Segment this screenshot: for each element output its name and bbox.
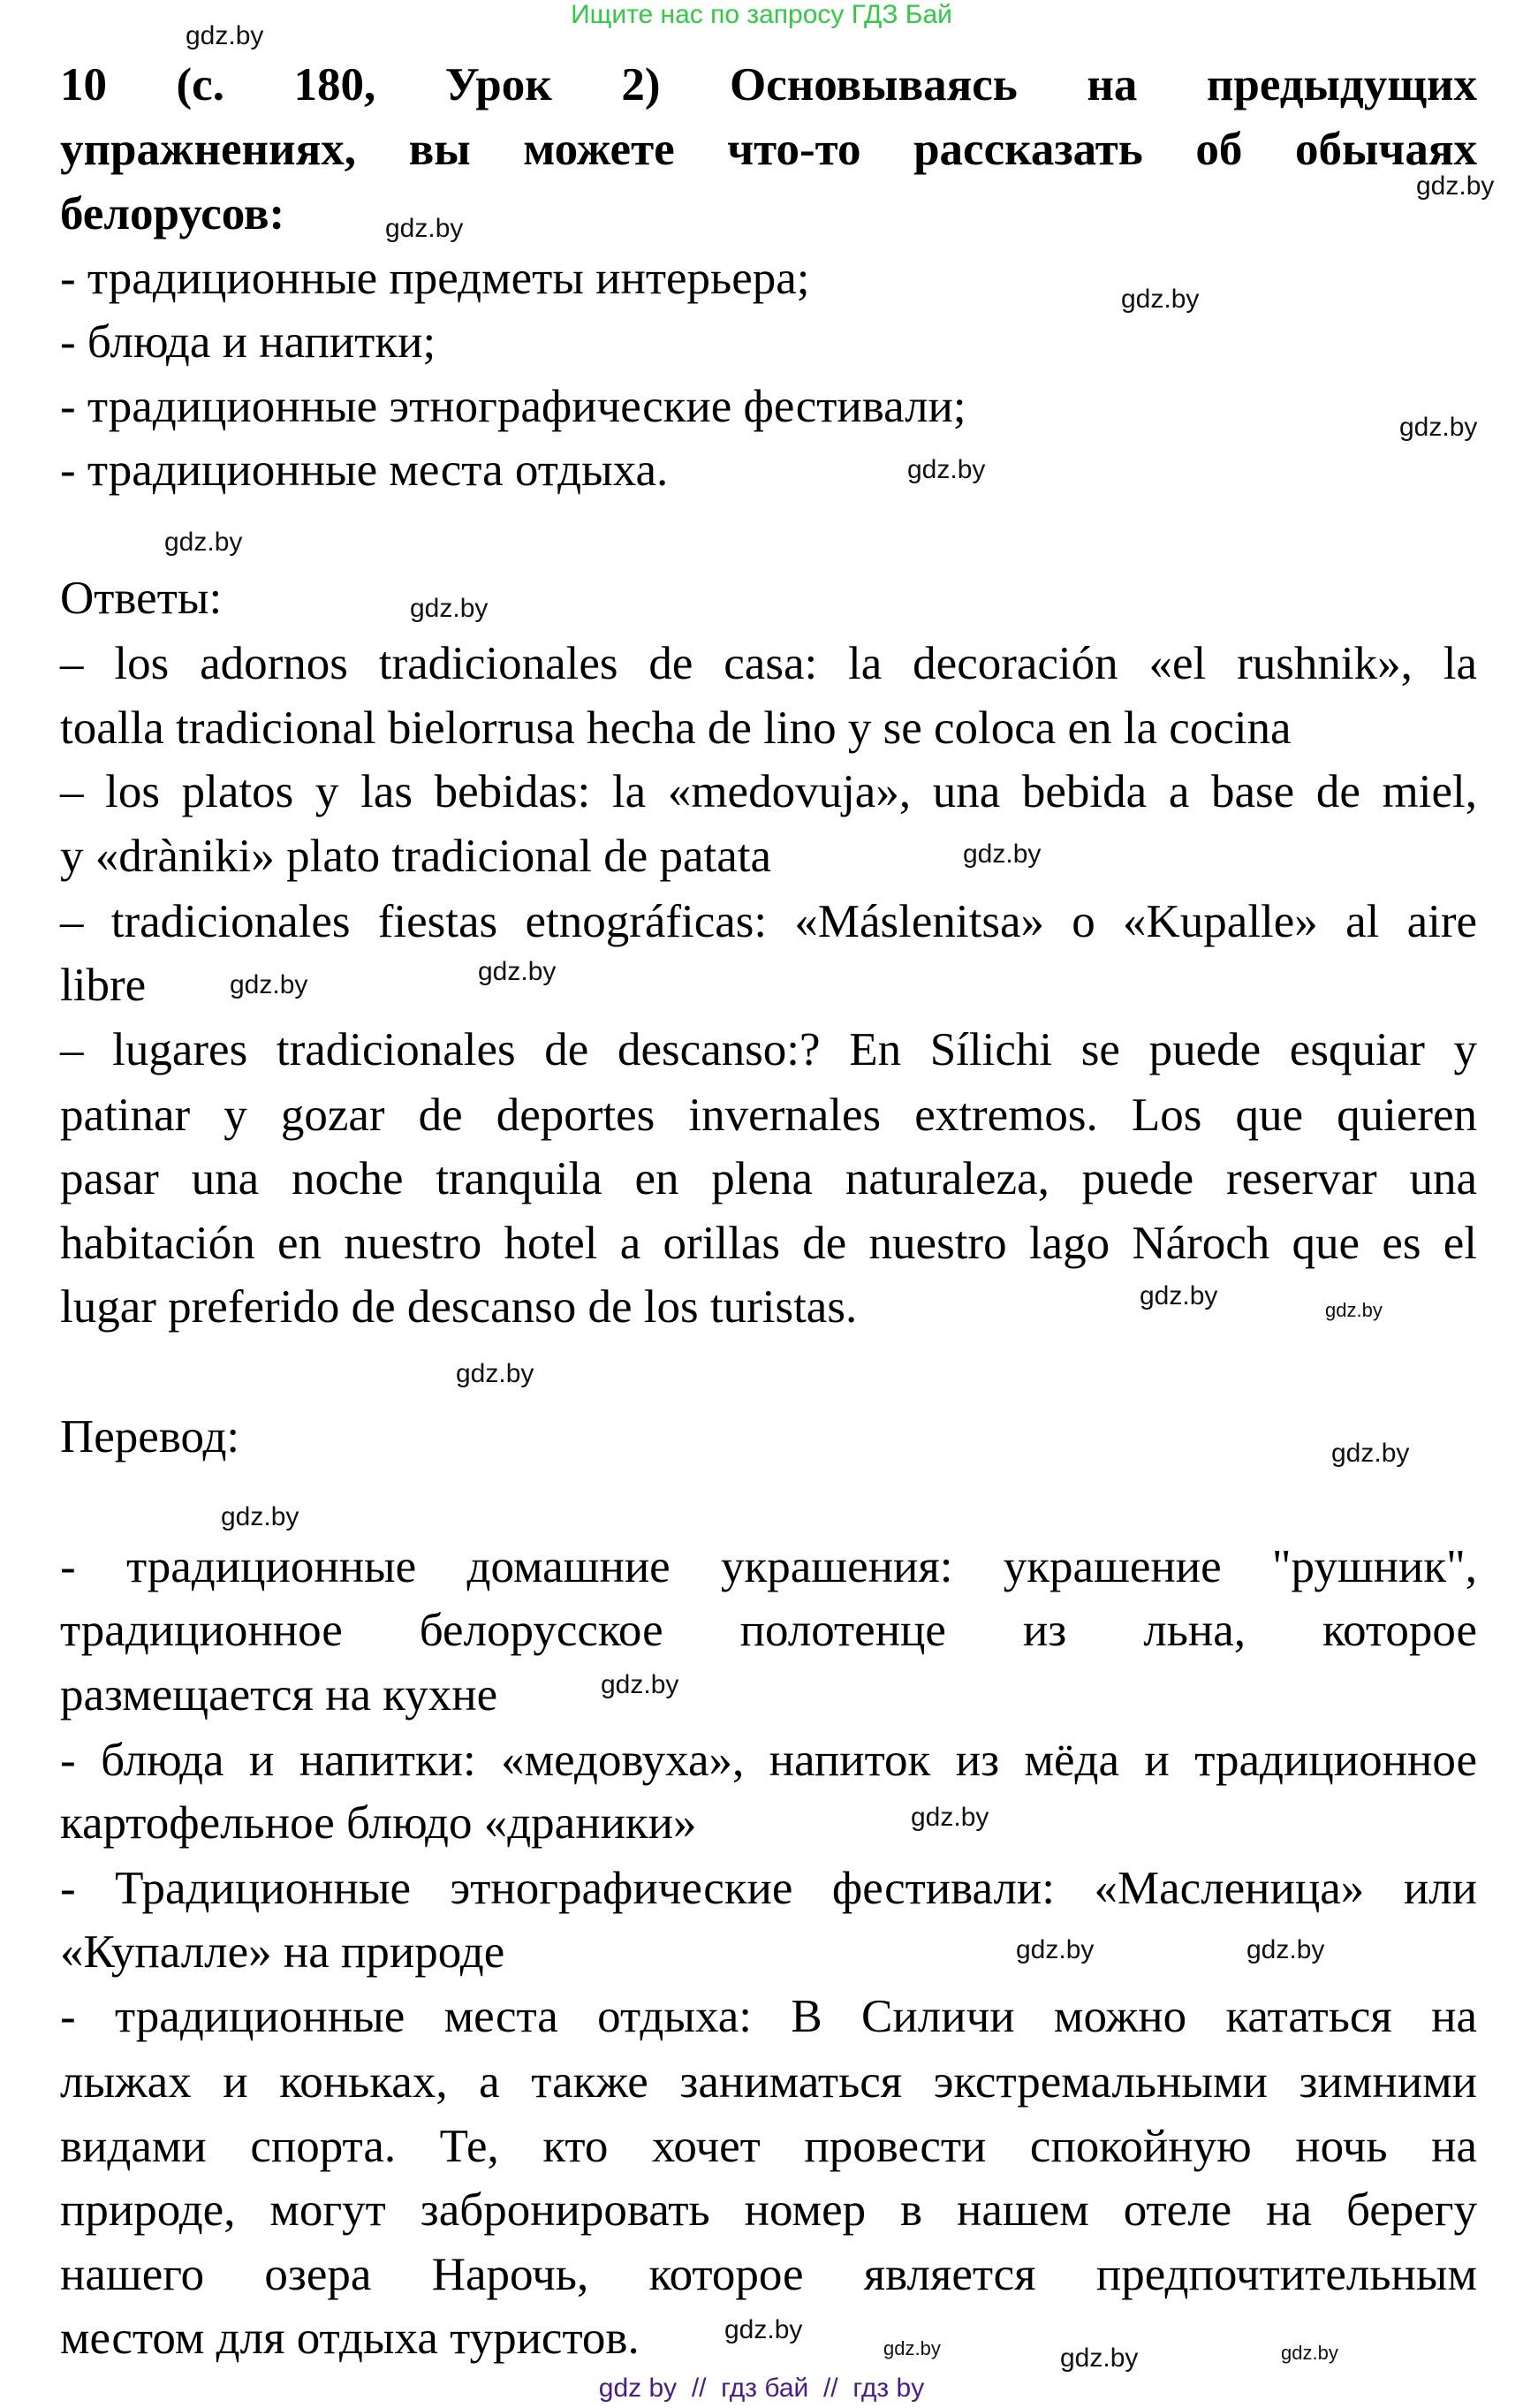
translation-line: - традиционные места отдыха: В Силичи можно кататься на <box>60 1991 1477 2042</box>
watermark: gdz.by <box>478 957 557 986</box>
answer-line: y «dràniki» plato tradicional de patata <box>60 831 772 882</box>
watermark: gdz.by <box>186 21 264 50</box>
watermark: gdz.by <box>1416 171 1495 201</box>
answer-line: lugar preferido de descanso de los turistas. <box>60 1281 858 1333</box>
translation-line: «Купалле» на природе <box>60 1926 505 1978</box>
translation-line: природе, могут забронировать номер в нашем отеле на берегу <box>60 2184 1477 2236</box>
task-bullet: - традиционные предметы интерьера; <box>60 253 810 304</box>
search-banner: Ищите нас по запросу ГДЗ Бай <box>571 0 952 29</box>
answers-heading: Ответы: <box>60 573 223 624</box>
watermark: gdz.by <box>1331 1439 1410 1468</box>
translation-line: нашего озера Нарочь, которое является предпочтительным <box>60 2249 1477 2300</box>
watermark: gdz.by <box>724 2315 803 2344</box>
watermark: gdz.by <box>164 528 243 557</box>
watermark: gdz.by <box>385 214 464 243</box>
translation-line: - традиционные домашние украшения: украшение "рушник", <box>60 1541 1477 1592</box>
task-heading-line: белорусов: <box>60 188 285 239</box>
answer-line: – los platos y las bebidas: la «medovuja», una bebida a base de miel, <box>60 766 1477 817</box>
footer-links: gdz by // гдз бай // гдз by <box>598 2374 925 2403</box>
translation-line: традиционное белорусское полотенце из льна, которое <box>60 1605 1477 1656</box>
watermark: gdz.by <box>1121 285 1200 314</box>
watermark: gdz.by <box>1281 2342 1338 2364</box>
translation-line: размещается на кухне <box>60 1669 498 1721</box>
task-bullet: - блюда и напитки; <box>60 316 436 368</box>
watermark: gdz.by <box>963 839 1042 869</box>
watermark: gdz.by <box>1399 413 1478 442</box>
watermark: gdz.by <box>1060 2343 1139 2373</box>
answer-line: toalla tradicional bielorrusa hecha de lino y se coloca en la cocina <box>60 703 1292 754</box>
watermark: gdz.by <box>601 1670 679 1699</box>
translation-line: картофельное блюдо «драники» <box>60 1797 697 1849</box>
task-bullet: - традиционные места отдыха. <box>60 444 669 496</box>
answer-line: patinar y gozar de deportes invernales extremos. Los que quieren <box>60 1090 1477 1141</box>
task-heading-line: 10 (с. 180, Урок 2) Основываясь на предыдущих <box>60 59 1477 110</box>
watermark: gdz.by <box>230 970 308 999</box>
watermark: gdz.by <box>1325 1299 1383 1321</box>
translation-line: видами спорта. Те, кто хочет провести спокойную ночь на <box>60 2121 1477 2172</box>
translation-line: лыжах и коньках, а также заниматься экстремальными зимними <box>60 2056 1477 2108</box>
answer-line: pasar una noche tranquila en plena naturaleza, puede reservar una <box>60 1153 1477 1204</box>
answer-line: libre <box>60 960 147 1011</box>
answer-line: habitación en nuestro hotel a orillas de nuestro lago Nároch que es el <box>60 1218 1477 1269</box>
translation-line: - блюда и напитки: «медовуха», напиток из мёда и традиционное <box>60 1735 1477 1786</box>
translation-line: местом для отдыха туристов. <box>60 2313 640 2364</box>
answer-line: – lugares tradicionales de descanso:? En Sílichi se puede esquiar y <box>60 1024 1477 1075</box>
watermark: gdz.by <box>911 1803 989 1832</box>
watermark: gdz.by <box>1016 1935 1095 1964</box>
watermark: gdz.by <box>1246 1935 1325 1964</box>
answer-line: – los adornos tradicionales de casa: la decoración «el rushnik», la <box>60 638 1477 689</box>
answer-line: – tradicionales fiestas etnográficas: «Máslenitsa» o «Kupalle» al aire <box>60 896 1477 947</box>
watermark: gdz.by <box>883 2337 941 2359</box>
task-heading-line: упражнениях, вы можете что-то рассказать об обычаях <box>60 124 1477 175</box>
translation-heading: Перевод: <box>60 1411 240 1462</box>
watermark: gdz.by <box>907 455 986 484</box>
task-bullet: - традиционные этнографические фестивали; <box>60 381 966 432</box>
watermark: gdz.by <box>456 1359 534 1388</box>
watermark: gdz.by <box>221 1502 299 1531</box>
watermark: gdz.by <box>1140 1281 1218 1310</box>
watermark: gdz.by <box>410 594 489 623</box>
translation-line: - Традиционные этнографические фестивали: «Масленица» или <box>60 1863 1477 1914</box>
